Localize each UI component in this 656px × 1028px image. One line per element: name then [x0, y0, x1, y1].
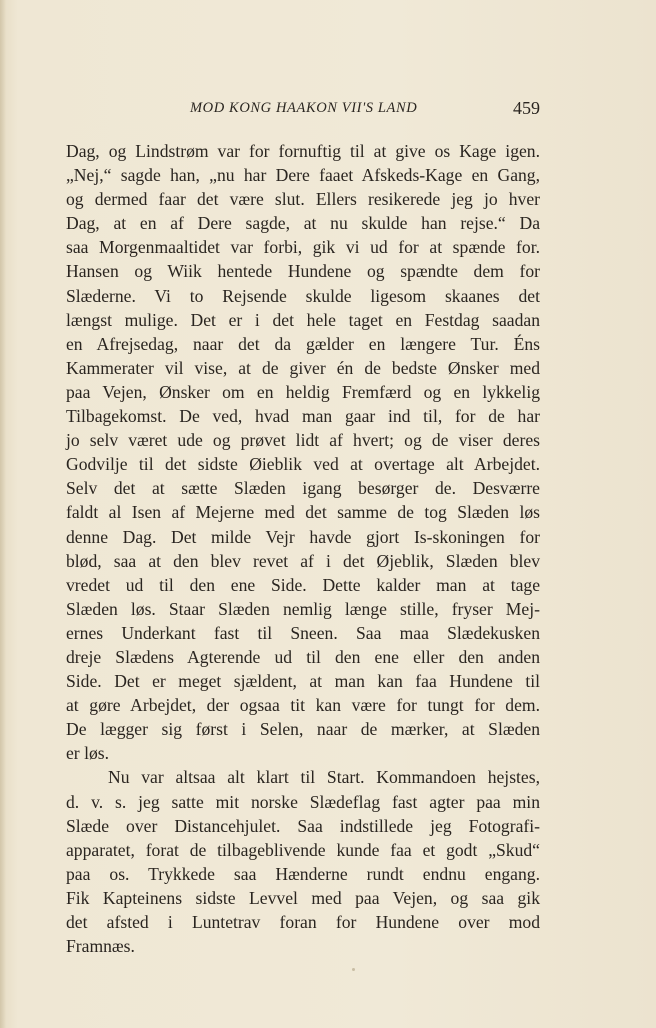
text-line: er løs.	[66, 743, 109, 764]
text-line: paa Vejen, Ønsker om en heldig Fremfærd og en lykkelig	[66, 381, 540, 402]
text-line: en Afrejsedag, naar det da gælder en længere Tur. Éns	[66, 333, 540, 354]
text-line: Dag, at en af Dere sagde, at nu skulde han rejse.“ Da	[66, 213, 540, 234]
page-edge-shadow	[0, 0, 6, 1028]
page-header	[66, 98, 540, 124]
text-line: Hansen og Wiik hentede Hundene og spændte dem for	[66, 261, 540, 282]
text-line: det afsted i Luntetrav foran for Hundene over mod	[66, 912, 540, 932]
text-line: blød, saa at den blev revet af i det Øjeblik, Slæden blev	[66, 550, 540, 571]
text-line: Fik Kapteinens sidste Levvel med paa Vejen, og saa gik	[66, 887, 540, 908]
text-line: og dermed faar det være slut. Ellers resikerede jeg jo hver	[66, 189, 540, 210]
text-line: Nu var altsaa alt klart til Start. Kommandoen hejstes,	[108, 767, 540, 788]
text-line: Tilbagekomst. De ved, hvad man gaar ind til, for de har	[66, 406, 540, 427]
text-line: Side. Det er meget sjældent, at man kan faa Hundene til	[66, 671, 540, 692]
body-text	[66, 139, 540, 958]
text-line: paa os. Trykkede saa Hænderne rundt endnu engang.	[66, 863, 540, 884]
text-line: „Nej,“ sagde han, „nu har Dere faaet Afskeds-Kage en Gang,	[66, 165, 540, 186]
text-line: Godvilje til det sidste Øieblik ved at overtage alt Arbejdet.	[66, 454, 540, 475]
text-line: Slæden løs. Staar Slæden nemlig længe stille, fryser Mej-	[66, 598, 540, 619]
text-line: Dag, og Lindstrøm var for fornuftig til at give os Kage igen.	[66, 141, 540, 161]
paper-speck	[352, 968, 355, 971]
text-line: apparatet, forat de tilbageblivende kunde faa et godt „Skud“	[66, 839, 540, 860]
text-line: Selv det at sætte Slæden igang besørger de. Desværre	[66, 478, 540, 499]
running-head: MOD KONG HAAKON VII'S LAND	[190, 100, 418, 116]
text-line: d. v. s. jeg satte mit norske Slædeflag fast agter paa min	[66, 791, 540, 812]
text-line: jo selv været ude og prøvet lidt af hvert; og de viser deres	[66, 430, 540, 451]
page-number: 459	[513, 98, 540, 118]
text-line: denne Dag. Det milde Vejr havde gjort Is-skoningen for	[66, 526, 540, 547]
text-line: Kammerater vil vise, at de giver én de bedste Ønsker med	[66, 357, 540, 378]
text-line: faldt al Isen af Mejerne med det samme de tog Slæden løs	[66, 502, 540, 523]
text-line: at gøre Arbejdet, der ogsaa tit kan være for tungt for dem.	[66, 695, 540, 716]
text-line: saa Morgenmaaltidet var forbi, gik vi ud for at spænde for.	[66, 237, 540, 258]
text-line: Slæde over Distancehjulet. Saa indstillede jeg Fotografi-	[66, 815, 540, 836]
text-line: Slæderne. Vi to Rejsende skulde ligesom skaanes det	[66, 285, 540, 306]
text-line: ernes Underkant fast til Sneen. Saa maa Slædekusken	[66, 622, 540, 643]
text-line: Framnæs.	[66, 936, 135, 957]
text-line: dreje Slædens Agterende ud til den ene eller den anden	[66, 646, 540, 667]
text-line: vredet ud til den ene Side. Dette kalder man at tage	[66, 574, 540, 595]
text-line: De lægger sig først i Selen, naar de mærker, at Slæden	[66, 719, 540, 740]
text-line: længst mulige. Det er i det hele taget en Festdag saadan	[66, 309, 540, 330]
